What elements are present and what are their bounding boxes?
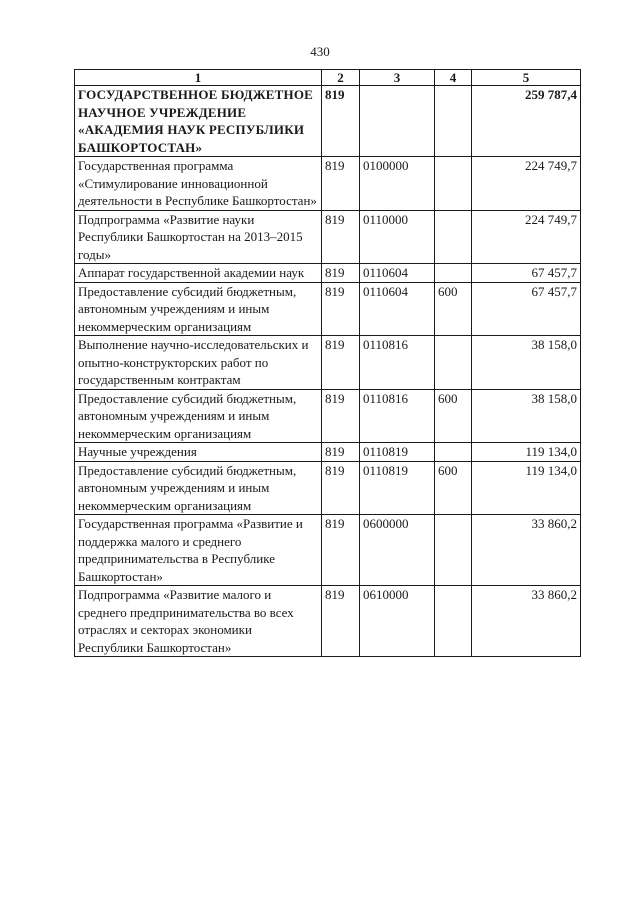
row-target-article-cell: 0100000 (360, 157, 435, 211)
row-expense-type-cell (435, 157, 472, 211)
table-row (75, 157, 581, 211)
table-row (75, 389, 581, 443)
row-target-article-cell: 0110604 (360, 282, 435, 336)
row-name-cell: Предоставление субсидий бюджетным, автономным учреждениям и иным некоммерческим организациям (75, 282, 322, 336)
table-row (75, 443, 581, 462)
row-code-cell: 819 (322, 586, 360, 657)
row-code-cell: 819 (322, 515, 360, 586)
column-header: 2 (322, 70, 360, 86)
row-expense-type-cell (435, 210, 472, 264)
column-header: 5 (472, 70, 581, 86)
row-target-article-cell: 0110819 (360, 461, 435, 515)
row-amount-cell: 224 749,7 (472, 210, 581, 264)
row-amount-cell: 67 457,7 (472, 264, 581, 283)
row-expense-type-cell (435, 443, 472, 462)
table-row (75, 461, 581, 515)
row-target-article-cell: 0110816 (360, 389, 435, 443)
row-expense-type-cell: 600 (435, 282, 472, 336)
row-code-cell: 819 (322, 210, 360, 264)
table-row (75, 264, 581, 283)
table-body (75, 86, 581, 657)
row-expense-type-cell (435, 86, 472, 157)
row-amount-cell: 119 134,0 (472, 461, 581, 515)
row-amount-cell: 224 749,7 (472, 157, 581, 211)
row-name-cell: Выполнение научно-исследовательских и опытно-конструкторских работ по государственным контрактам (75, 336, 322, 390)
row-target-article-cell (360, 86, 435, 157)
row-name-cell: Предоставление субсидий бюджетным, автономным учреждениям и иным некоммерческим организациям (75, 461, 322, 515)
row-amount-cell: 119 134,0 (472, 443, 581, 462)
row-amount-cell: 33 860,2 (472, 515, 581, 586)
row-expense-type-cell: 600 (435, 389, 472, 443)
table-row (75, 336, 581, 390)
table-header-row (75, 70, 581, 86)
row-name-cell: Государственная программа «Развитие и поддержка малого и среднего предпринимательства в Республике Башкортостан» (75, 515, 322, 586)
row-code-cell: 819 (322, 86, 360, 157)
row-expense-type-cell: 600 (435, 461, 472, 515)
row-target-article-cell: 0600000 (360, 515, 435, 586)
row-expense-type-cell (435, 586, 472, 657)
row-name-cell: Государственная программа «Стимулирование инновационной деятельности в Республике Башкортостан» (75, 157, 322, 211)
row-target-article-cell: 0610000 (360, 586, 435, 657)
row-target-article-cell: 0110819 (360, 443, 435, 462)
row-amount-cell: 38 158,0 (472, 336, 581, 390)
table-row (75, 515, 581, 586)
column-header: 3 (360, 70, 435, 86)
row-code-cell: 819 (322, 264, 360, 283)
row-amount-cell: 67 457,7 (472, 282, 581, 336)
row-code-cell: 819 (322, 443, 360, 462)
row-name-cell: Аппарат государственной академии наук (75, 264, 322, 283)
column-header: 1 (75, 70, 322, 86)
page-number: 430 (310, 44, 330, 59)
row-code-cell: 819 (322, 336, 360, 390)
row-name-cell: ГОСУДАРСТВЕННОЕ БЮДЖЕТНОЕ НАУЧНОЕ УЧРЕЖДЕНИЕ «АКАДЕМИЯ НАУК РЕСПУБЛИКИ БАШКОРТОСТАН» (75, 86, 322, 157)
budget-table (74, 69, 581, 657)
row-target-article-cell: 0110604 (360, 264, 435, 283)
table-row (75, 210, 581, 264)
row-expense-type-cell (435, 264, 472, 283)
column-header: 4 (435, 70, 472, 86)
row-code-cell: 819 (322, 282, 360, 336)
row-name-cell: Подпрограмма «Развитие науки Республики Башкортостан на 2013–2015 годы» (75, 210, 322, 264)
row-target-article-cell: 0110000 (360, 210, 435, 264)
row-amount-cell: 259 787,4 (472, 86, 581, 157)
row-amount-cell: 33 860,2 (472, 586, 581, 657)
row-expense-type-cell (435, 336, 472, 390)
table-row (75, 86, 581, 157)
row-name-cell: Подпрограмма «Развитие малого и среднего предпринимательства во всех отраслях и секторах экономики Республики Башкортостан» (75, 586, 322, 657)
row-name-cell: Предоставление субсидий бюджетным, автономным учреждениям и иным некоммерческим организациям (75, 389, 322, 443)
row-expense-type-cell (435, 515, 472, 586)
row-target-article-cell: 0110816 (360, 336, 435, 390)
row-code-cell: 819 (322, 461, 360, 515)
row-code-cell: 819 (322, 389, 360, 443)
row-name-cell: Научные учреждения (75, 443, 322, 462)
table-row (75, 586, 581, 657)
row-code-cell: 819 (322, 157, 360, 211)
table-row (75, 282, 581, 336)
row-amount-cell: 38 158,0 (472, 389, 581, 443)
